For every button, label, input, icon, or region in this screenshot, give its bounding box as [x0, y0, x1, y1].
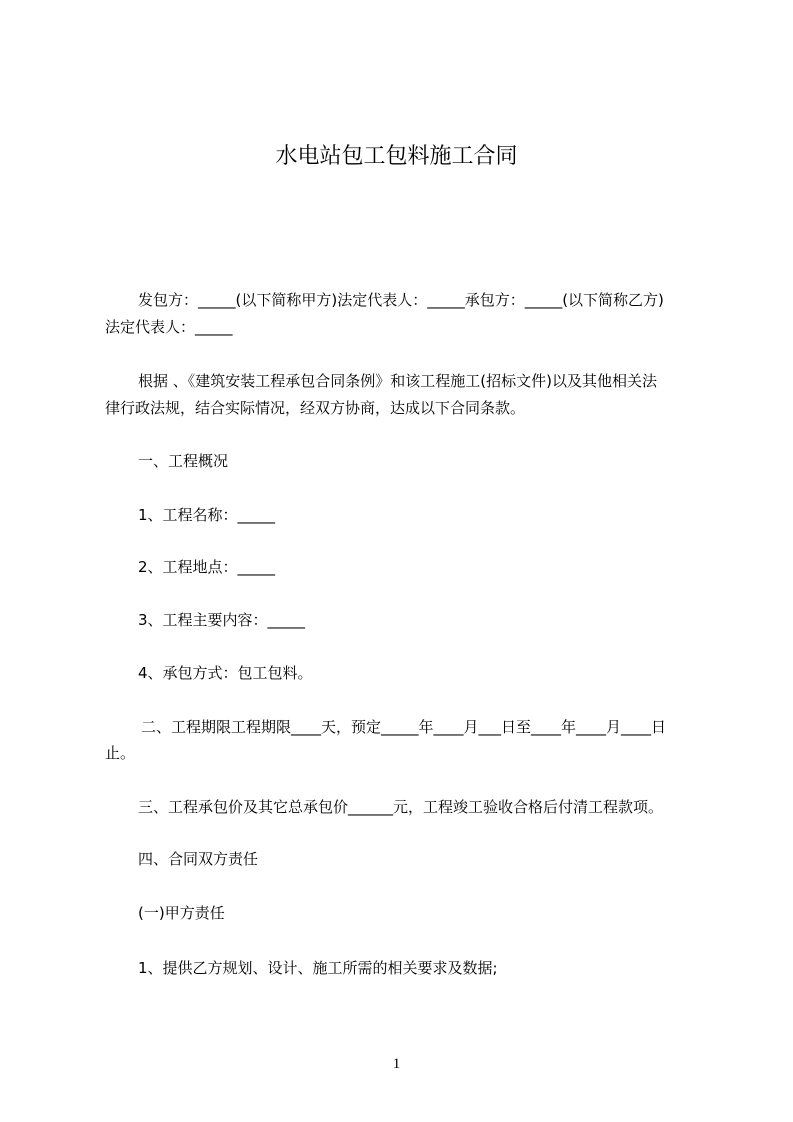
- parties-line-2: 法定代表人：_____: [105, 318, 233, 336]
- subsection-1-heading: (一)甲方责任: [138, 904, 225, 922]
- basis-line-1: 根据 、《建筑安装工程承包合同条例》和该工程施工(招标文件)以及其他相关法: [138, 372, 657, 390]
- section-1-item-4: 4、承包方式：包工包料。: [138, 664, 313, 682]
- section-1-item-3: 3、工程主要内容：_____: [138, 611, 306, 629]
- section-4-heading: 四、合同双方责任: [138, 850, 259, 868]
- section-3: 三、工程承包价及其它总承包价______元，工程竣工验收合格后付清工程款项。: [138, 798, 664, 816]
- section-1-item-2: 2、工程地点：_____: [138, 558, 276, 576]
- section-2-line-1: 二、工程期限工程期限____天，预定_____年____月___日至____年____月____日: [141, 718, 667, 736]
- section-2-line-2: 止。: [105, 744, 136, 762]
- basis-line-2: 律行政法规，结合实际情况，经双方协商，达成以下合同条款。: [105, 399, 526, 417]
- section-1-item-1: 1、工程名称：_____: [138, 506, 276, 524]
- document-title: 水电站包工包料施工合同: [275, 144, 518, 169]
- section-1-heading: 一、工程概况: [138, 452, 229, 470]
- page-number: 1: [392, 1056, 401, 1072]
- parties-line-1: 发包方：_____(以下简称甲方)法定代表人：_____承包方：_____(以下简称乙方): [138, 291, 664, 309]
- subsection-1-item-1: 1、提供乙方规划、设计、施工所需的相关要求及数据;: [138, 959, 498, 977]
